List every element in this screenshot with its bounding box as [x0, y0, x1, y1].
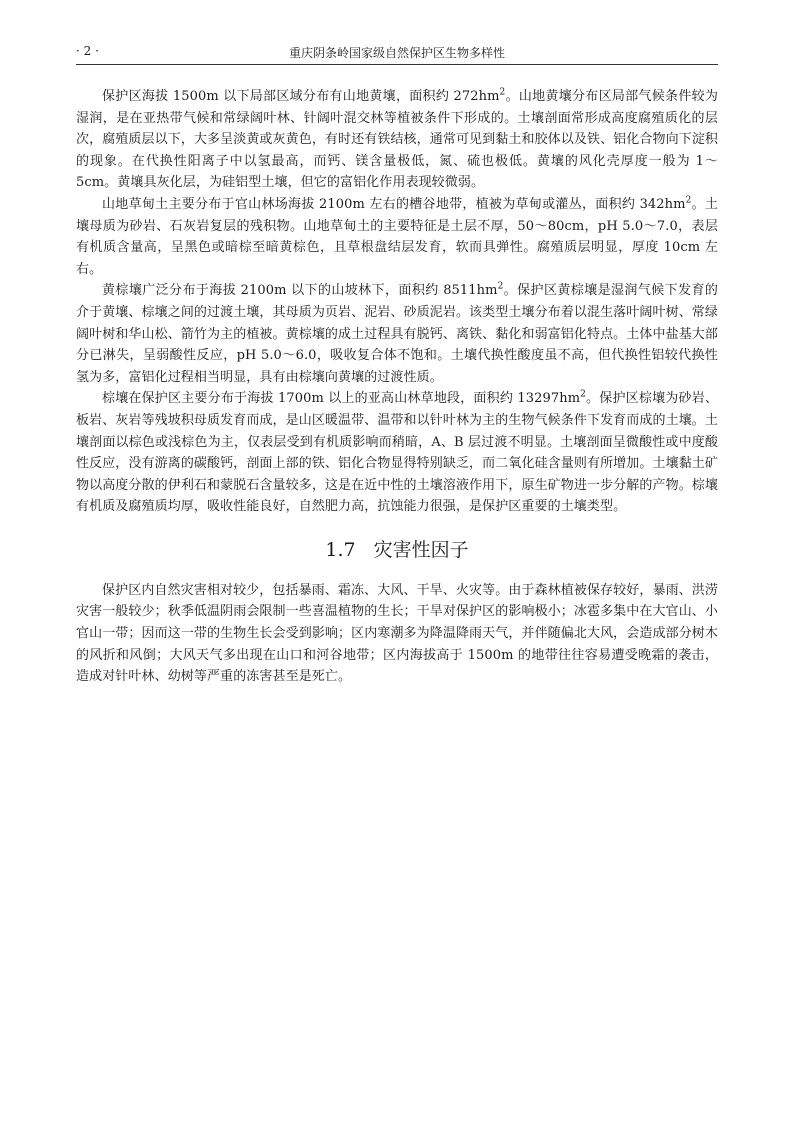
section-number: 1.7 — [325, 538, 356, 561]
page-header — [76, 40, 718, 65]
superscript: 2 — [497, 282, 504, 293]
paragraph-text: 。山地黄壤分布区局部气候条件较为湿润，是在亚热带气候和常绿阔叶林、针阔叶混交林等植被条件下形成的。土壤剖面常形成高度腐殖质化的层次，腐殖质层以下，大多呈淡黄或灰黄色，有时还有铁结核，通常可见到黏土和胶体以及铁、铝化合物向下淀积的现象。在代换性阳离子中以氢最高，而钙、镁含量极低，氮、硫也极低。黄壤的风化壳厚度一般为 1～5cm。黄壤具灰化层，为硅铝型土壤，但它的富铝化作用表现较微弱。 — [76, 89, 718, 191]
paragraph-text: 。土壤母质为砂岩、石灰岩复层的残积物。山地草甸土的主要特征是土层不厚，50～80cm，pH 5.0～7.0，表层有机质含量高，呈黑色或暗棕至暗黄棕色，且草根盘结层发育，软而具弹性。腐殖质层明显，厚度 10cm 左右。 — [76, 196, 718, 277]
page-number: · 2 · — [76, 44, 99, 58]
superscript: 2 — [499, 87, 506, 98]
paragraph-text: 。保护区黄棕壤是湿润气候下发育的介于黄壤、棕壤之间的过渡土壤，其母质为页岩、泥岩、砂质泥岩。该类型土壤分布着以混生落叶阔叶树、常绿阔叶树和华山松、箭竹为主的植被。黄棕壤的成土过程具有脱钙、离铁、黏化和弱富铝化特点。土体中盐基大部分已淋失，呈弱酸性反应，pH 5.0～6.0，吸收复合体不饱和。土壤代换性酸度虽不高，但代换性铝较代换性氢为多，富铝化过程相当明显，具有由棕壤向黄壤的过渡性质。 — [76, 283, 718, 385]
paragraph-text: 山地草甸土主要分布于官山林场海拔 2100m 左右的槽谷地带，植被为草甸或灌丛，面积约 342hm — [102, 196, 686, 212]
paragraph-brown-soil — [76, 388, 718, 518]
paragraph-hazards: 保护区内自然灾害相对较少，包括暴雨、霜冻、大风、干旱、火灾等。由于森林植被保存较好，暴雨、洪涝灾害一般较少；秋季低温阴雨会限制一些喜温植物的生长；干旱对保护区的影响极小；冰雹多集中在大官山、小官山一带；因而这一带的生物生长会受到影响；区内寒潮多为降温降雨天气，并伴随偏北大风，会造成部分树木的风折和风倒；大风天气多出现在山口和河谷地带；区内海拔高于 1500m 的地带往往容易遭受晚霜的袭击，造成对针叶林、幼树等严重的冻害甚至是死亡。 — [76, 582, 718, 685]
page-body — [76, 86, 718, 688]
paragraph-text: 。保护区棕壤为砂岩、板岩、灰岩等残坡积母质发育而成，是山区暖温带、温带和以针叶林为主的生物气候条件下发育而成的土壤。土壤剖面以棕色或浅棕色为主，仅表层受到有机质影响而稍暗，A、B 层过渡不明显。土壤剖面呈微酸性或中度酸性反应，没有游离的碳酸钙，剖面上部的铁、铝化合物显得特别缺乏，而二氧化硅含量则有所增加。土壤黏土矿物以高度分散的伊利石和蒙脱石含量较多，这是在近中性的土壤溶液作用下，原生矿物进一步分解的产物。棕壤有机质及腐殖质均厚，吸收性能良好，自然肥力高，抗蚀能力很强，是保护区重要的土壤类型。 — [76, 391, 718, 515]
paragraph-text: 棕壤在保护区主要分布于海拔 1700m 以上的亚高山林草地段，面积约 13297hm — [102, 391, 581, 407]
superscript: 2 — [580, 389, 586, 400]
running-title: 重庆阴条岭国家级自然保护区生物多样性 — [288, 46, 505, 60]
section-heading — [76, 536, 718, 564]
section-title: 灾害性因子 — [373, 538, 469, 561]
superscript: 2 — [685, 195, 692, 206]
paragraph-text: 黄棕壤广泛分布于海拔 2100m 以下的山坡林下，面积约 8511hm — [102, 283, 498, 299]
paragraph-meadow-soil — [76, 194, 718, 280]
paragraph-yellow-soil — [76, 86, 718, 194]
paragraph-text: 保护区海拔 1500m 以下局部区域分布有山地黄壤，面积约 272hm — [102, 89, 500, 104]
paragraph-yellow-brown-soil — [76, 280, 718, 388]
